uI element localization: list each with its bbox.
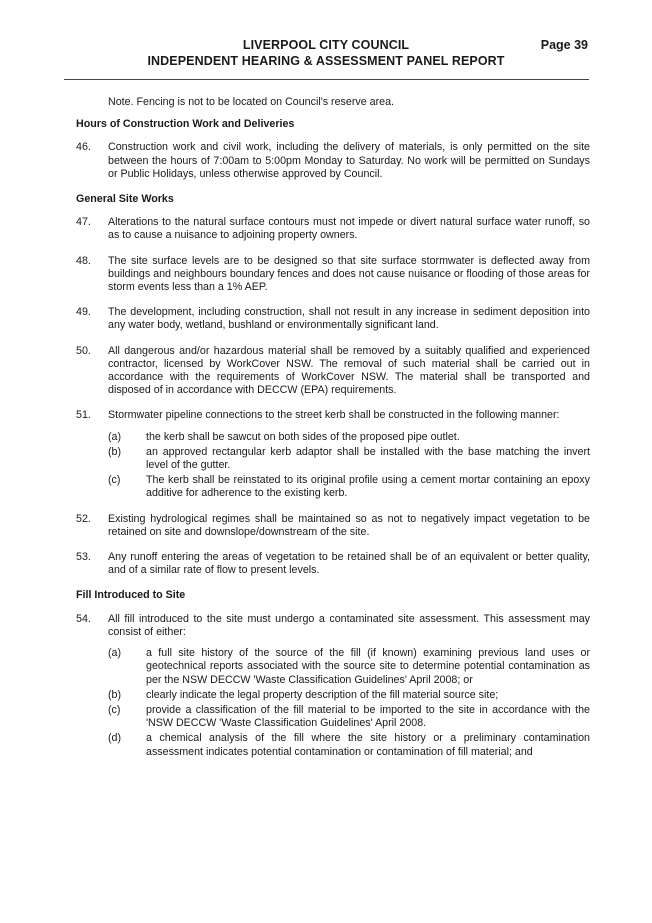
sub-item — [108, 704, 590, 730]
sub-item-label: (b) — [108, 688, 122, 701]
sub-item-text: The kerb shall be reinstated to its original profile using a cement mortar containing an epoxy additive for adherence to the existing kerb. — [146, 474, 590, 500]
condition-text: Stormwater pipeline connections to the street kerb shall be constructed in the following manner: — [108, 409, 560, 422]
sub-item-label: (a) — [108, 430, 122, 443]
header-council-name: LIVERPOOL CITY COUNCIL — [242, 38, 410, 52]
condition-number: 50. — [76, 344, 91, 357]
sub-item — [108, 689, 590, 702]
condition-number: 52. — [76, 512, 91, 525]
condition-number: 48. — [76, 254, 91, 267]
sub-item — [108, 474, 590, 500]
condition-51-sublist — [76, 431, 590, 501]
condition-item — [76, 306, 590, 332]
condition-number: 53. — [76, 551, 91, 564]
condition-item — [76, 409, 590, 422]
condition-text: Any runoff entering the areas of vegetation to be retained shall be of an equivalent or better quality, and of a similar rate of flow to present levels. — [108, 551, 590, 577]
section-heading-general: General Site Works — [76, 193, 174, 206]
condition-number: 51. — [76, 409, 91, 422]
sub-item-text: an approved rectangular kerb adaptor shall be installed with the base matching the invert level of the gutter. — [146, 445, 590, 472]
condition-item — [76, 345, 590, 398]
condition-item — [76, 551, 590, 577]
condition-text: The site surface levels are to be designed so that site surface stormwater is deflected away from buildings and neighbours boundary fences and does not cause nuisance or flooding of those areas for storm events less than a 1% AEP. — [108, 254, 590, 294]
sub-item-text: clearly indicate the legal property description of the fill material source site; — [146, 688, 499, 701]
sub-item-label: (c) — [108, 474, 121, 487]
fencing-note: Note. Fencing is not to be located on Council's reserve area. — [108, 96, 395, 108]
sub-item-label: (b) — [108, 445, 122, 458]
sub-item — [108, 431, 590, 444]
sub-item-text: the kerb shall be sawcut on both sides of the proposed pipe outlet. — [146, 430, 460, 443]
header-report-title: INDEPENDENT HEARING & ASSESSMENT PANEL REPORT — [147, 54, 505, 68]
section-heading-fill: Fill Introduced to Site — [76, 589, 186, 602]
page-number: Page 39 — [540, 38, 588, 52]
condition-item — [76, 255, 590, 295]
sub-item — [108, 647, 590, 687]
sub-item-label: (c) — [108, 703, 121, 716]
document-body — [76, 96, 590, 771]
sub-item-label: (d) — [108, 732, 122, 745]
sub-item-text: provide a classification of the fill material to be imported to the site in accordance with the 'NSW DECCW 'Waste Classification Guidelines' April 2008. — [146, 703, 590, 730]
sub-item-label: (a) — [108, 647, 122, 660]
condition-text: All fill introduced to the site must undergo a contaminated site assessment. This assessment may consist of either: — [108, 612, 590, 638]
condition-number: 49. — [76, 306, 91, 319]
condition-text: Existing hydrological regimes shall be maintained so as not to negatively impact vegetation to be retained on site and downslope/downstream of the site. — [108, 512, 590, 538]
condition-item — [76, 613, 590, 639]
condition-text: The development, including construction, shall not result in any increase in sediment deposition into any water body, wetland, bushland or environmentally significant land. — [108, 306, 590, 332]
condition-text: Construction work and civil work, including the delivery of materials, is only permitted on the site between the hours of 7:00am to 5:00pm Monday to Saturday. No work will be permitted on Sundays or Public Holidays, unless otherwise approved by Council. — [108, 141, 590, 180]
sub-item — [108, 732, 590, 758]
header-divider — [64, 79, 589, 80]
condition-number: 46. — [76, 141, 91, 154]
sub-item-text: a chemical analysis of the fill where the site history or a preliminary contamination assessment indicates potential contamination or contamination of fill material; and — [146, 732, 590, 758]
page-header — [0, 38, 652, 80]
condition-number: 47. — [76, 216, 91, 229]
condition-item — [76, 216, 590, 242]
sub-item-text: a full site history of the source of the fill (if known) examining previous land uses or geotechnical reports associated with the source site to determine potential contamination as per the NSW DECCW 'Waste Classification Guidelines' April 2008; or — [146, 647, 590, 686]
condition-number: 54. — [76, 612, 91, 625]
section-heading-hours: Hours of Construction Work and Deliveries — [76, 118, 295, 131]
sub-item — [108, 446, 590, 472]
condition-text: Alterations to the natural surface contours must not impede or divert natural surface water runoff, so as to cause a nuisance to adjoining property owners. — [108, 216, 590, 242]
condition-text: All dangerous and/or hazardous material shall be removed by a suitably qualified and experienced contractor, licensed by WorkCover NSW. The removal of such material shall be carried out in accordance with the requirements of WorkCover NSW. The material shall be transported and disposed of in accordance with DECCW (EPA) requirements. — [108, 344, 590, 397]
condition-item — [76, 141, 590, 181]
condition-item — [76, 513, 590, 539]
condition-54-sublist — [76, 647, 590, 759]
